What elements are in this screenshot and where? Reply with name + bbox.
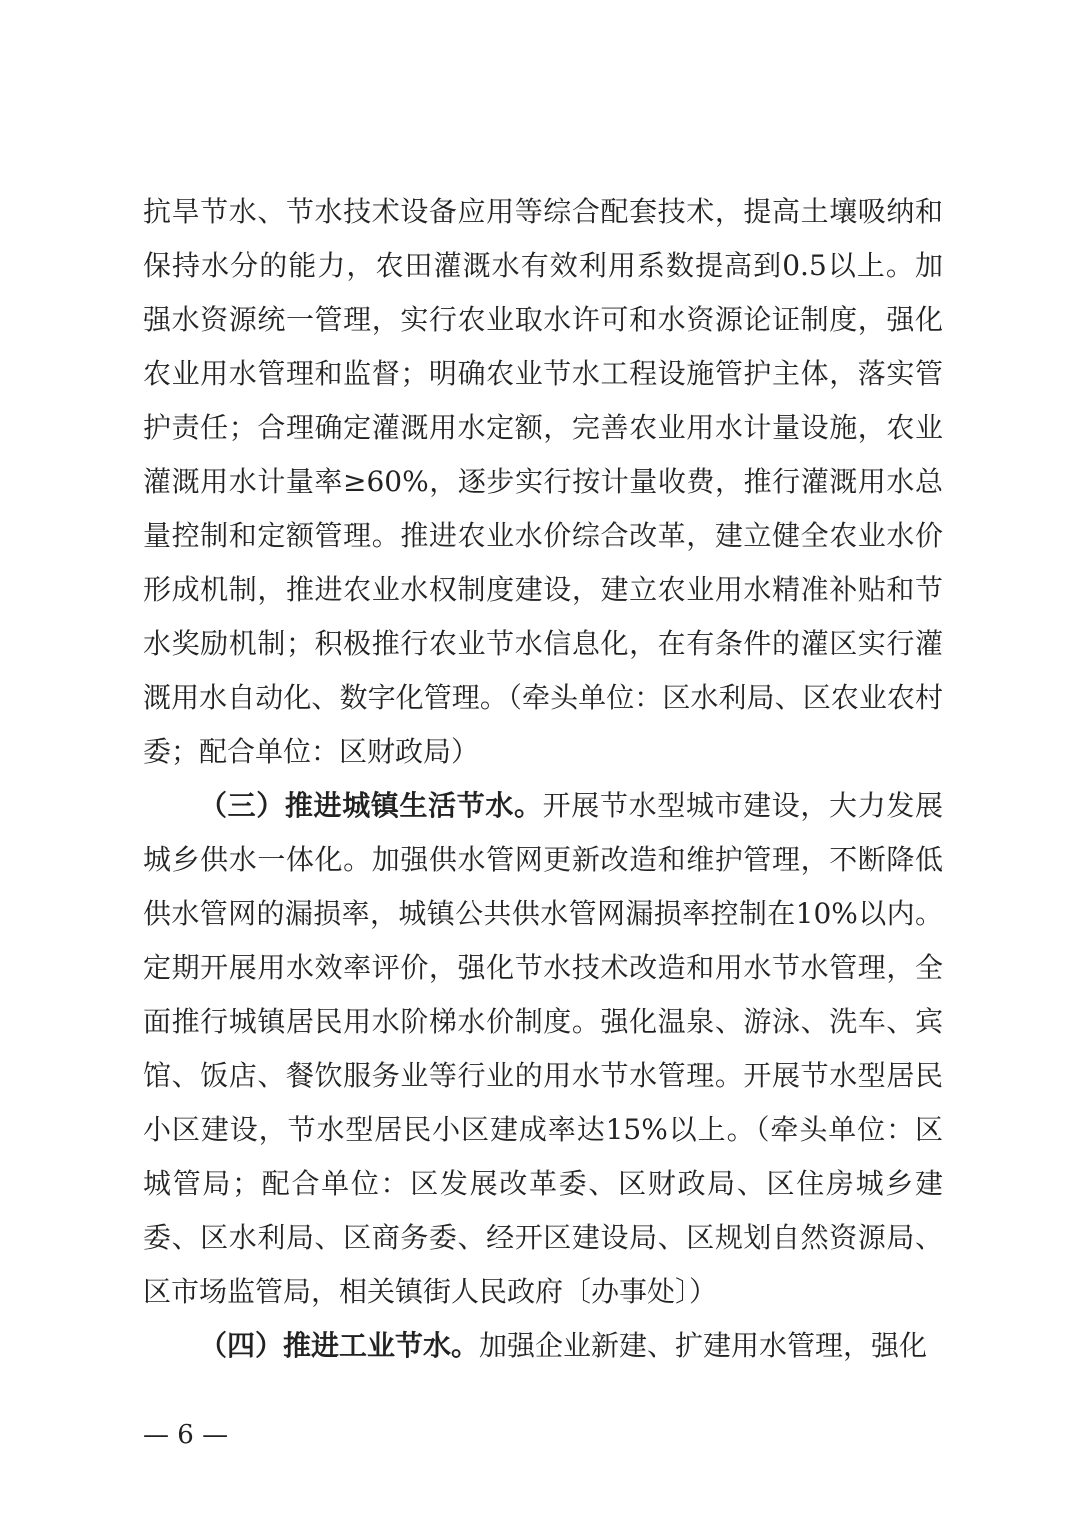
paragraph-urban-water-saving [143, 779, 943, 1319]
page-number: — 6 — [143, 1420, 229, 1450]
paragraph-industrial-water-saving [143, 1319, 943, 1373]
section-heading-urban: （三）推进城镇生活节水。 [199, 789, 543, 822]
paragraph-body: 抗旱节水、节水技术设备应用等综合配套技术，提高土壤吸纳和保持水分的能力，农田灌溉水有效利用系数提高到0.5以上。加强水资源统一管理，实行农业取水许可和水资源论证制度，强化农业用水管理和监督；明确农业节水工程设施管护主体，落实管护责任；合理确定灌溉用水定额，完善农业用水计量设施，农业灌溉用水计量率≥60%，逐步实行按计量收费，推行灌溉用水总量控制和定额管理。推进农业水价综合改革，建立健全农业水价形成机制，推进农业水权制度建设，建立农业用水精准补贴和节水奖励机制；积极推行农业节水信息化，在有条件的灌区实行灌溉用水自动化、数字化管理。（牵头单位：区水利局、区农业农村委；配合单位：区财政局） [143, 195, 943, 768]
section-heading-industrial: （四）推进工业节水。 [199, 1329, 480, 1362]
paragraph-body: 加强企业新建、扩建用水管理，强化 [479, 1329, 928, 1362]
paragraph-body: 开展节水型城市建设，大力发展城乡供水一体化。加强供水管网更新改造和维护管理，不断降低供水管网的漏损率，城镇公共供水管网漏损率控制在10%以内。定期开展用水效率评价，强化节水技术改造和用水节水管理，全面推行城镇居民用水阶梯水价制度。强化温泉、游泳、洗车、宾馆、饭店、餐饮服务业等行业的用水节水管理。开展节水型居民小区建设，节水型居民小区建成率达15%以上。（牵头单位：区城管局；配合单位：区发展改革委、区财政局、区住房城乡建委、区水利局、区商务委、经开区建设局、区规划自然资源局、区市场监管局，相关镇街人民政府〔办事处〕） [143, 789, 943, 1308]
document-body [143, 185, 943, 1373]
paragraph-agriculture-continued [143, 185, 943, 779]
